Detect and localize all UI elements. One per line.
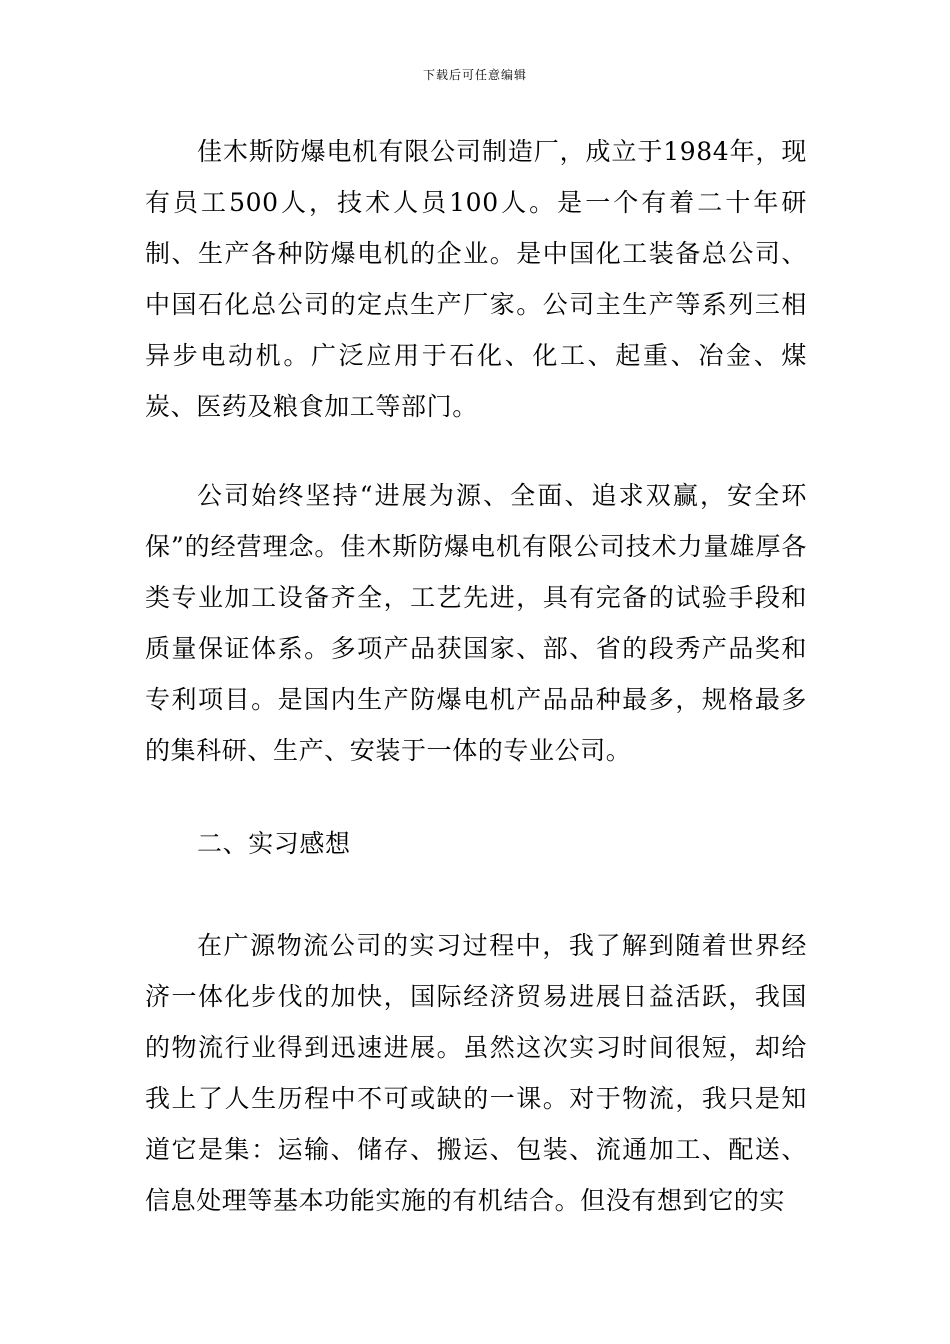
section-heading: 二、实习感想 (197, 829, 351, 858)
paragraph-internship-reflection: 在广源物流公司的实习过程中，我了解到随着世界经济一体化步伐的加快，国际经济贸易进展日益活跃，我国的物流行业得到迅速进展。虽然这次实习时间很短，却给我上了人生历程中不可或缺的一课。对于物流，我只是知道它是集：运输、储存、搬运、包装、流通加工、配送、信息处理等基本功能实施的有机结合。但没有想到它的实 (145, 931, 807, 1215)
paragraph-company-intro: 佳木斯防爆电机有限公司制造厂，成立于1984年，现有员工500人，技术人员100人。是一个有着二十年研制、生产各种防爆电机的企业。是中国化工装备总公司、中国石化总公司的定点生产厂家。公司主生产等系列三相异步电动机。广泛应用于石化、化工、起重、冶金、煤炭、医药及粮食加工等部门。 (145, 137, 807, 421)
paragraph-company-philosophy: 公司始终坚持“进展为源、全面、追求双赢，安全环保”的经营理念。佳木斯防爆电机有限公司技术力量雄厚各类专业加工设备齐全，工艺先进，具有完备的试验手段和质量保证体系。多项产品获国家、部、省的段秀产品奖和专利项目。是国内生产防爆电机产品品种最多，规格最多的集科研、生产、安装于一体的专业公司。 (145, 481, 807, 765)
header-note: 下载后可任意编辑 (422, 68, 527, 82)
